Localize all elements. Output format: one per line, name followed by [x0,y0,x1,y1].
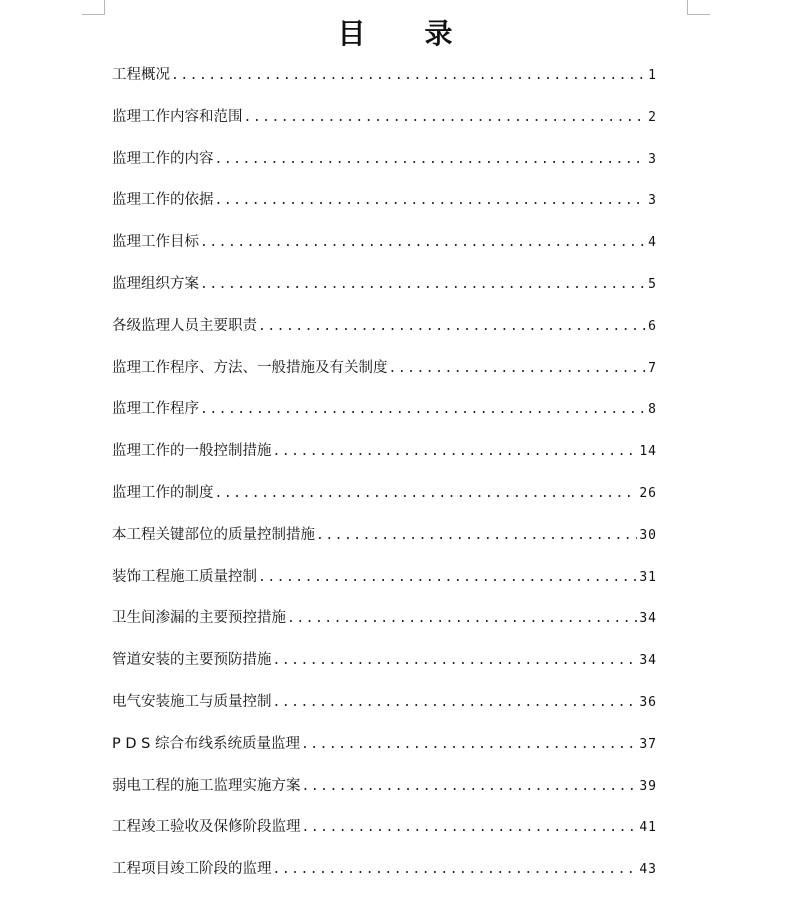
toc-leader-dots [215,482,638,506]
toc-entry-text: 监理工作的制度 [112,484,214,501]
toc-leader-dots [171,64,646,88]
toc-entry-text: 电气安装施工与质量控制 [112,693,272,710]
toc-page-number: 3 [648,193,657,209]
toc-leader-dots [273,691,638,715]
toc-entry[interactable] [112,272,657,314]
toc-entry[interactable] [112,147,657,189]
toc-entry-text: 监理工作的内容 [112,150,214,167]
toc-entry[interactable] [112,648,657,690]
toc-entry[interactable] [112,314,657,356]
toc-entry-text: 装饰工程施工质量控制 [112,568,257,585]
toc-entry[interactable] [112,815,657,857]
toc-entry-text: 工程概况 [112,67,170,83]
toc-entry[interactable] [112,481,657,523]
toc-page-number: 6 [648,318,657,334]
toc-leader-dots [215,189,647,213]
toc-entry[interactable] [112,523,657,565]
toc-page-number: 1 [648,68,657,83]
toc-title: 目 录 [337,17,454,50]
toc-entry[interactable] [112,230,657,272]
toc-entry-text: 管道安装的主要预防措施 [112,652,272,669]
toc-entry[interactable] [112,356,657,398]
toc-entry-text: 工程竣工验收及保修阶段监理 [112,819,301,836]
toc-page-number: 31 [639,569,657,585]
toc-list [112,63,657,899]
toc-leader-dots [287,607,637,631]
toc-leader-dots [258,566,637,590]
toc-page-number: 4 [648,235,657,251]
toc-entry-text: P D S 综合布线系统质量监理 [112,735,300,752]
toc-entry[interactable] [112,63,657,105]
toc-leader-dots [389,357,647,381]
toc-page-number: 7 [648,360,657,376]
toc-page-number: 3 [648,151,657,167]
toc-leader-dots [301,733,637,757]
toc-leader-dots [200,231,646,255]
toc-page-number: 14 [639,444,657,460]
toc-leader-dots [273,649,638,673]
toc-entry-text: 监理工作程序、方法、一般措施及有关制度 [112,359,388,376]
toc-page-number: 36 [639,694,657,710]
toc-entry-text: 工程项目竣工阶段的监理 [112,861,272,878]
toc-leader-dots [258,315,646,339]
toc-entry[interactable] [112,188,657,230]
toc-leader-dots [316,524,637,548]
crop-mark-top-left [82,0,105,15]
toc-entry-text: 监理工作的依据 [112,192,214,209]
toc-entry-text: 监理组织方案 [112,275,199,292]
toc-page-number: 41 [639,820,657,836]
toc-leader-dots [302,816,638,840]
toc-entry[interactable] [112,690,657,732]
toc-page-number: 5 [648,276,657,292]
toc-entry-text: 卫生间渗漏的主要预控措施 [112,610,286,627]
toc-entry-text: 各级监理人员主要职责 [112,317,257,334]
toc-page-number: 8 [648,402,657,418]
toc-entry-text: 弱电工程的施工监理实施方案 [112,777,301,794]
toc-entry[interactable] [112,397,657,439]
toc-page-number: 39 [639,778,657,794]
toc-leader-dots [273,858,638,882]
toc-page-number: 26 [639,485,657,501]
toc-page-number: 34 [639,653,657,669]
toc-leader-dots [244,106,647,130]
toc-entry-text: 监理工作目标 [112,234,199,251]
toc-entry[interactable] [112,606,657,648]
toc-entry-text: 监理工作的一般控制措施 [112,443,272,460]
toc-leader-dots [200,398,646,422]
toc-entry-text: 本工程关键部位的质量控制措施 [112,526,315,543]
toc-leader-dots [215,148,647,172]
toc-entry[interactable] [112,857,657,899]
toc-leader-dots [273,440,638,464]
toc-entry[interactable] [112,439,657,481]
toc-entry-text: 监理工作程序 [112,401,199,418]
toc-entry[interactable] [112,732,657,774]
toc-leader-dots [302,775,638,799]
toc-entry[interactable] [112,565,657,607]
toc-entry[interactable] [112,105,657,147]
toc-page-number: 34 [639,611,657,627]
toc-entry-text: 监理工作内容和范围 [112,108,243,125]
toc-page-number: 37 [639,736,657,752]
toc-entry[interactable] [112,774,657,816]
toc-page-number: 43 [639,862,657,878]
toc-page-number: 2 [648,109,657,125]
crop-mark-top-right [687,0,710,15]
toc-leader-dots [200,273,646,297]
toc-page-number: 30 [639,527,657,543]
